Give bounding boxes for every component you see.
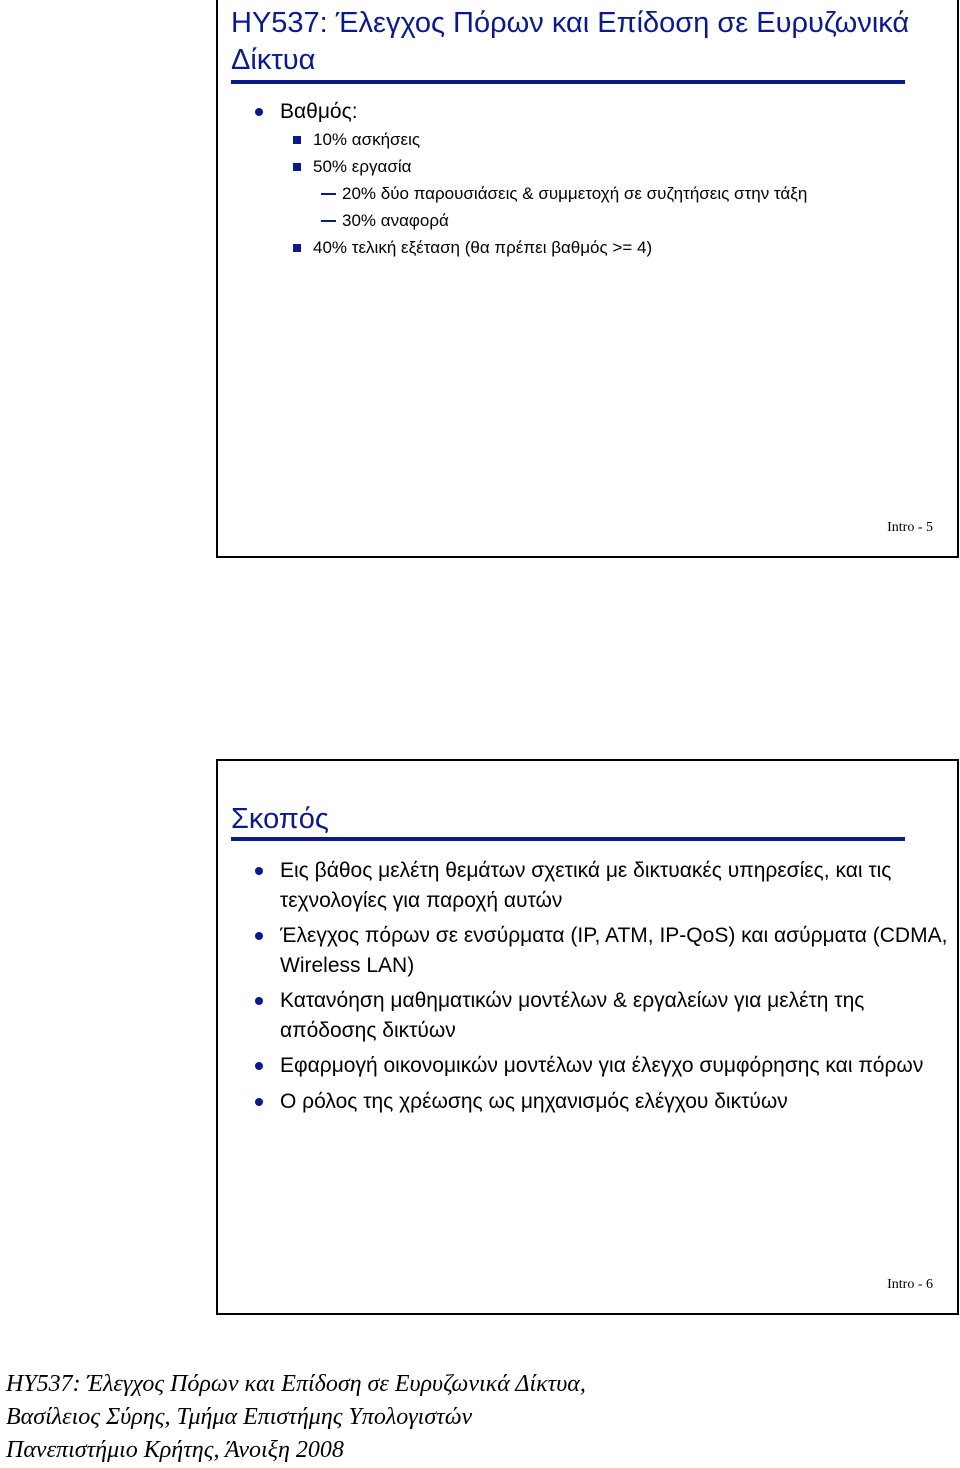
bullet-text: 10% ασκήσεις [313,130,421,149]
bullet-list [218,97,957,261]
bullet-square-icon [293,244,301,252]
slide-title: Σκοπός [231,803,329,835]
slide-intro-6 [216,759,959,1315]
sub-sub-bullet-report [218,207,957,234]
bullet-text: Βαθμός: [280,100,358,123]
bullet-dot-icon [255,997,263,1005]
sub-bullet-exercises [218,126,957,153]
bullet-item [218,921,957,980]
title-underline [231,837,905,841]
bullet-text: Εφαρμογή οικονομικών μοντέλων για έλεγχο συμφόρησης και πόρων [280,1054,924,1077]
sub-bullet-final-exam [218,234,957,261]
bullet-text: 20% δύο παρουσιάσεις & συμμετοχή σε συζητήσεις στην τάξη [342,184,808,203]
bullet-text: 40% τελική εξέταση (θα πρέπει βαθμός >= 4) [313,238,653,257]
bullet-dot-icon [255,932,263,940]
bullet-dash-icon [321,220,336,222]
bullet-text: Εις βάθος μελέτη θεμάτων σχετικά με δικτυακές υπηρεσίες, και τις τεχνολογίες για παροχή αυτών [280,859,892,912]
bullet-item [218,1051,957,1081]
footer-university-line: Πανεπιστήμιο Κρήτης, Άνοιξη 2008 [6,1437,344,1463]
bullet-item [218,856,957,915]
footer-course-line: ΗΥ537: Έλεγχος Πόρων και Επίδοση σε Ευρυζωνικά Δίκτυα, [6,1371,586,1397]
bullet-item [218,1087,957,1117]
bullet-dot-icon [255,108,263,116]
page-number: Intro - 5 [887,520,933,535]
sub-sub-bullet-presentations [218,180,957,207]
bullet-square-icon [293,136,301,144]
bullet-dot-icon [255,1062,263,1070]
bullet-dash-icon [321,193,336,195]
footer-author-line: Βασίλειος Σύρης, Τμήμα Επιστήμης Υπολογιστών [6,1404,473,1430]
bullet-text: Ο ρόλος της χρέωσης ως μηχανισμός ελέγχου δικτύων [280,1089,788,1113]
bullet-grading [218,97,957,126]
sub-bullet-project [218,153,957,180]
document-footer [6,1368,586,1467]
slide-intro-5 [216,0,959,558]
slide-title: ΗΥ537: Έλεγχος Πόρων και Επίδοση σε Ευρυζωνικά Δίκτυα [231,7,910,76]
bullet-square-icon [293,163,301,171]
page-number: Intro - 6 [887,1277,933,1292]
bullet-dot-icon [255,1098,263,1106]
bullet-text: Έλεγχος πόρων σε ενσύρματα (IP, ATM, IP-QoS) και ασύρματα (CDMA, Wireless LAN) [280,924,948,977]
bullet-item [218,986,957,1045]
bullet-text: 50% εργασία [313,157,412,176]
bullet-text: 30% αναφορά [342,211,449,230]
bullet-dot-icon [255,867,263,875]
bullet-list [218,856,957,1122]
bullet-text: Κατανόηση μαθηματικών μοντέλων & εργαλείων για μελέτη της απόδοσης δικτύων [280,989,865,1042]
title-underline [231,80,905,84]
